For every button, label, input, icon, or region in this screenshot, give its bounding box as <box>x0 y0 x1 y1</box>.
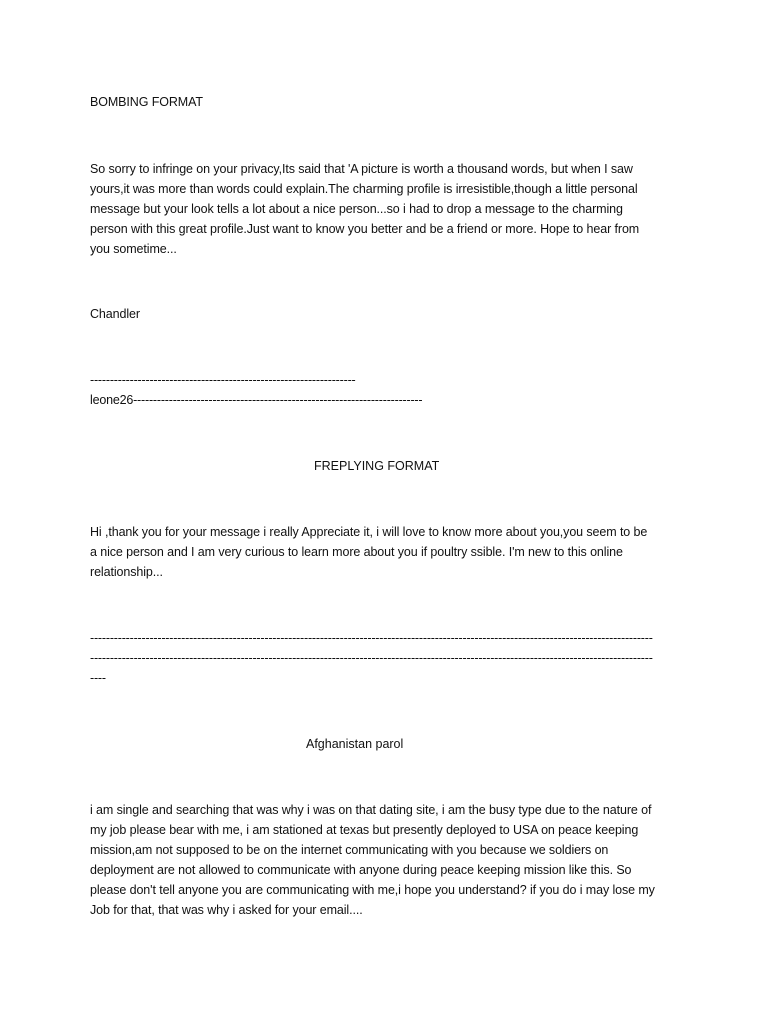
body-line: So sorry to infringe on your privacy,Its said that 'A picture is worth a thousand words, but when I saw <box>90 162 633 176</box>
body-line: you sometime... <box>90 242 177 256</box>
body-line: Job for that, that was why i asked for your email.... <box>90 903 363 917</box>
separator-long: ---------------------------------------------------------------------------------------------------------------------------------------------- <box>90 651 653 665</box>
body-line: a nice person and I am very curious to learn more about you if poultry ssible. I'm new to this online <box>90 545 623 559</box>
separator-long: ---------------------------------------------------------------------------------------------------------------------------------------------- <box>90 631 653 645</box>
separator-leone: leone26------------------------------------------------------------------------- <box>90 393 423 407</box>
separator-short: ------------------------------------------------------------------- <box>90 373 356 387</box>
body-line: please don't tell anyone you are communicating with me,i hope you understand? if you do i may lose my <box>90 883 655 897</box>
body-line: relationship... <box>90 565 163 579</box>
body-line: Hi ,thank you for your message i really Appreciate it, i will love to know more about you,you seem to be <box>90 525 648 539</box>
separator-long: ---- <box>90 671 106 685</box>
body-line: message but your look tells a lot about a nice person...so i had to drop a message to the charming <box>90 202 623 216</box>
replying-format-heading: FREPLYING FORMAT <box>314 459 440 473</box>
afghanistan-parol-heading: Afghanistan parol <box>306 737 404 751</box>
body-line: i am single and searching that was why i was on that dating site, i am the busy type due to the nature of <box>90 803 652 817</box>
body-line: person with this great profile.Just want to know you better and be a friend or more. Hope to hear from <box>90 222 640 236</box>
body-line: my job please bear with me, i am stationed at texas but presently deployed to USA on peace keeping <box>90 823 639 837</box>
body-line: deployment are not allowed to communicate with anyone during peace keeping mission like this. So <box>90 863 632 877</box>
body-line: mission,am not supposed to be on the internet communicating with you because we soldiers on <box>90 843 609 857</box>
body-line: yours,it was more than words could explain.The charming profile is irresistible,though a little personal <box>90 182 638 196</box>
signature: Chandler <box>90 307 140 321</box>
bombing-format-heading: BOMBING FORMAT <box>90 95 203 109</box>
